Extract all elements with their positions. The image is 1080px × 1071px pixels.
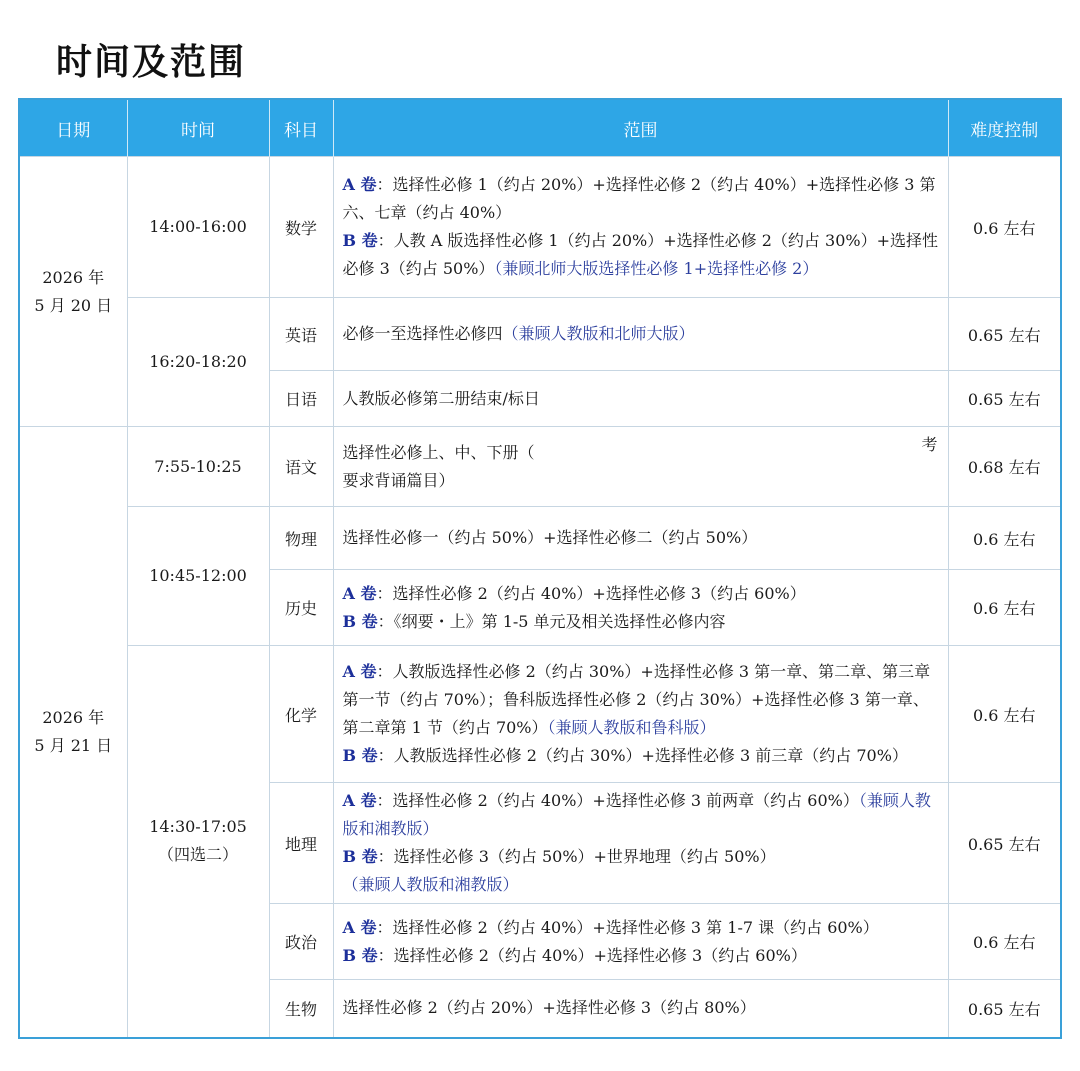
range-note: （兼顾人教版和鲁科版） xyxy=(547,718,716,737)
difficulty-cell: 0.65 左右 xyxy=(948,783,1061,904)
date-day: 5 月 20 日 xyxy=(34,295,113,315)
range-text: 要求背诵篇目） xyxy=(342,470,455,490)
paper-a-label: A 卷 xyxy=(342,791,377,810)
paper-a-label: A 卷 xyxy=(342,583,377,603)
range-cell xyxy=(333,427,948,507)
header-difficulty: 难度控制 xyxy=(948,99,1061,157)
subject-cell: 物理 xyxy=(269,507,333,570)
difficulty-cell: 0.65 左右 xyxy=(948,980,1061,1038)
paper-a-label: A 卷 xyxy=(342,917,377,937)
difficulty-cell: 0.6 左右 xyxy=(948,646,1061,783)
paper-a-label: A 卷 xyxy=(342,662,377,681)
range-text: ：选择性必修 2（约占 40%）+选择性必修 3 前两章（约占 60%） xyxy=(376,791,859,810)
paper-b-label: B 卷 xyxy=(342,847,378,866)
subject-cell: 日语 xyxy=(269,371,333,427)
table-row xyxy=(19,157,1061,298)
table-row xyxy=(19,298,1061,371)
date-cell-day2 xyxy=(19,427,127,1038)
header-subject: 科目 xyxy=(269,99,333,157)
subject-cell: 政治 xyxy=(269,904,333,980)
difficulty-cell: 0.65 左右 xyxy=(948,298,1061,371)
range-cell xyxy=(333,904,948,980)
range-text: 必修一至选择性必修四 xyxy=(342,324,503,343)
table-row xyxy=(19,646,1061,783)
header-date: 日期 xyxy=(19,99,127,157)
paper-b-label: B 卷 xyxy=(342,945,378,965)
range-cell xyxy=(333,157,948,298)
time-cell: 16:20-18:20 xyxy=(127,298,269,427)
date-year: 2026 年 xyxy=(42,707,105,727)
range-cell xyxy=(333,507,948,570)
page-title: 时间及范围 xyxy=(56,42,247,83)
range-text: ：选择性必修 2（约占 40%）+选择性必修 3（约占 60%） xyxy=(376,583,806,603)
paper-a-label: A 卷 xyxy=(342,175,377,194)
difficulty-cell: 0.6 左右 xyxy=(948,904,1061,980)
time-note: （四选二） xyxy=(157,845,238,865)
header-range: 范围 xyxy=(333,99,948,157)
range-text: ：选择性必修 2（约占 40%）+选择性必修 3 第 1-7 课（约占 60%） xyxy=(376,917,879,937)
time-range: 14:30-17:05 xyxy=(149,817,247,837)
range-text: ：人教版选择性必修 2（约占 30%）+选择性必修 3 第一章、第二章、第三章第一节（约占 70%）；鲁科版选择性必修 2（约占 30%）+选择性必修 3 第一章、第二章第 1 节（约占 70%） xyxy=(342,662,931,737)
date-day: 5 月 21 日 xyxy=(34,735,113,755)
paper-b-label: B 卷 xyxy=(342,611,378,631)
range-text: 人教版必修第二册结束/标日 xyxy=(342,388,540,408)
subject-cell: 语文 xyxy=(269,427,333,507)
range-text: ：《纲要・上》第 1-5 单元及相关选择性必修内容 xyxy=(377,611,726,631)
range-text: 选择性必修 2（约占 20%）+选择性必修 3（约占 80%） xyxy=(342,998,756,1018)
table-header-row xyxy=(19,99,1061,157)
range-text: 选择性必修一（约占 50%）+选择性必修二（约占 50%） xyxy=(342,528,758,547)
time-cell xyxy=(127,646,269,1038)
difficulty-cell: 0.6 左右 xyxy=(948,507,1061,570)
paper-b-label: B 卷 xyxy=(342,231,378,250)
table-row xyxy=(19,427,1061,507)
paper-b-label: B 卷 xyxy=(342,746,378,765)
range-note: （兼顾人教版和湘教版） xyxy=(342,791,931,838)
range-cell xyxy=(333,570,948,646)
range-note: （兼顾北师大版选择性必修 1+选择性必修 2） xyxy=(494,259,819,278)
range-text: ：选择性必修 2（约占 40%）+选择性必修 3（约占 60%） xyxy=(377,945,807,965)
subject-cell: 生物 xyxy=(269,980,333,1038)
range-text: ：选择性必修 1（约占 20%）+选择性必修 2（约占 40%）+选择性必修 3 第六、七章（约占 40%） xyxy=(342,175,936,222)
range-text: ：人教版选择性必修 2（约占 30%）+选择性必修 3 前三章（约占 70%） xyxy=(377,746,908,765)
subject-cell: 化学 xyxy=(269,646,333,783)
range-cell xyxy=(333,783,948,904)
difficulty-cell: 0.6 左右 xyxy=(948,157,1061,298)
date-year: 2026 年 xyxy=(42,267,105,287)
range-text: ：选择性必修 3（约占 50%）+世界地理（约占 50%） xyxy=(377,847,776,866)
subject-cell: 地理 xyxy=(269,783,333,904)
table-row xyxy=(19,507,1061,570)
date-cell-day1 xyxy=(19,157,127,427)
range-note: （兼顾人教版和北师大版） xyxy=(502,324,695,343)
range-text-end: 考 xyxy=(921,435,938,454)
range-text: ：人教 A 版选择性必修 1（约占 20%）+选择性必修 2（约占 30%）+选择性必修 3（约占 50%） xyxy=(342,231,938,278)
time-cell: 7:55-10:25 xyxy=(127,427,269,507)
range-cell xyxy=(333,371,948,427)
difficulty-cell: 0.68 左右 xyxy=(948,427,1061,507)
subject-cell: 数学 xyxy=(269,157,333,298)
range-text: 选择性必修上、中、下册（ xyxy=(342,442,535,462)
range-cell xyxy=(333,298,948,371)
difficulty-cell: 0.65 左右 xyxy=(948,371,1061,427)
difficulty-cell: 0.6 左右 xyxy=(948,570,1061,646)
range-note: （兼顾人教版和湘教版） xyxy=(342,875,519,894)
range-cell xyxy=(333,980,948,1038)
header-time: 时间 xyxy=(127,99,269,157)
time-cell: 14:00-16:00 xyxy=(127,157,269,298)
range-cell xyxy=(333,646,948,783)
subject-cell: 历史 xyxy=(269,570,333,646)
time-cell: 10:45-12:00 xyxy=(127,507,269,646)
exam-schedule-table xyxy=(18,98,1062,1039)
subject-cell: 英语 xyxy=(269,298,333,371)
